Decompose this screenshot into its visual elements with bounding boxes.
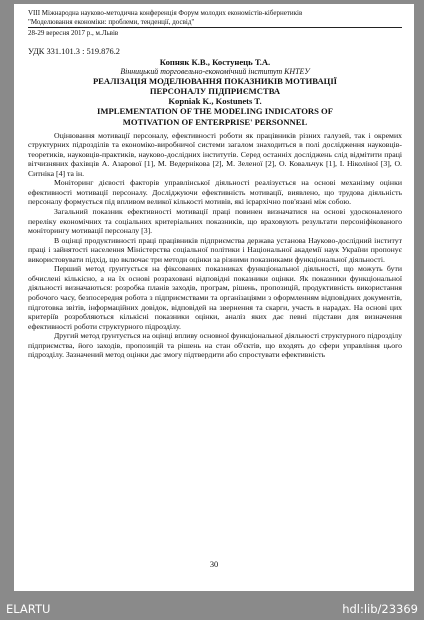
conference-header-line-1: VIII Міжнародна науково-методична конференція Форум молодих економістів-кібернетиків	[28, 9, 303, 17]
article-body	[28, 131, 402, 360]
title-ua-line-2: ПЕРСОНАЛУ ПІДПРИЄМСТВА	[149, 86, 281, 97]
paragraph-2: Моніторинг дієвості факторів управлінської діяльності реалізується на основі механізму оцінки ефективності мотивації персоналу. Досліджуючи ефективність мотивації, виявлено, що трудова діяльність персоналу формується під впливом великої кількості мотивів, які ієрархічно пов'язані між собою.	[28, 178, 402, 207]
page-number: 30	[209, 560, 219, 569]
viewer-footer	[0, 600, 424, 620]
handle-label: hdl:lib/23369	[342, 602, 418, 616]
authors-en: Kopniak K., Kostunets T.	[168, 96, 262, 107]
header-divider	[28, 27, 402, 28]
paragraph-6: Другий метод ґрунтується на оцінці впливу основної функціональної діяльності структурного підрозділу підприємства, його заходів, пропозицій та рішень на стан об'єктів, що входять до сфери управління цього підрозділу. Зазначений метод оцінки дає змогу підтвердити або спростувати ефективність	[28, 331, 402, 360]
conference-header-line-2: "Моделювання економіки: проблеми, тенденції, досвід"	[28, 17, 195, 26]
title-en-line-1: IMPLEMENTATION OF THE MODELING INDICATORS OF	[97, 106, 333, 117]
repository-label: ELARTU	[6, 602, 51, 616]
institution: Вінницький торговельно-економічний інститут КНТЕУ	[120, 66, 310, 76]
title-en-line-2: MOTIVATION OF ENTERPRISE' PERSONNEL	[122, 116, 308, 127]
paragraph-4: В оцінці продуктивності праці працівників підприємства держава установа Науково-дослідний інститут праці і зайнятості населення Міністерства соціальної політики і Національної академії наук України пропонує використовувати підхід, що включає три методи оцінки за різними показниками функціональної діяльності.	[28, 235, 402, 264]
conference-date: 28-29 вересня 2017 р., м.Львів	[28, 29, 119, 38]
paragraph-3: Загальний показник ефективності мотивації праці повинен визначатися на основі удосконаленого переліку економічних та соціальних критеріальних показників, що враховують результати персоніфікованого моніторингу мотивації персоналу [3].	[28, 207, 402, 236]
title-ua-line-1: РЕАЛІЗАЦІЯ МОДЕЛЮВАННЯ ПОКАЗНИКІВ МОТИВАЦІЇ	[92, 76, 338, 87]
paragraph-1: Оцінювання мотивації персоналу, ефективності роботи як працівників різних галузей, так і окремих структурних підрозділів та економіко-виробничої системи загалом знаходиться в полі дослідження науковців-теоретиків, науковців-практиків, науково-дослідних інститутів. Серед останніх досліджень слід відмітити праці вітчизняних фахівців А. Азарової [1], М. Ведернікова [2], М. Зеленої [2], О. Ковальчук [1], І. Ніколіної [3], О. Ситніка [4] та ін.	[28, 130, 402, 178]
authors-ua: Копняк К.В., Костунець Т.А.	[159, 56, 271, 67]
document-page	[14, 4, 414, 591]
udc-code: УДК 331.101.3 : 519.876.2	[28, 46, 120, 56]
paragraph-5: Перший метод ґрунтується на фіксованих показниках функціональної діяльності, що можуть бути обчислені кількісно, а на їх основі розраховані відповідні показники оцінки. Як показники функціональної діяльності визначаються: розробка планів заходів, програм, рішень, пропозицій, продуктивність використання робочого часу, безпосередня робота з підприємствами та організаціями з оформленням відповідних документів, підготовка звітів, інформаційних довідок, відповідей на звернення та скарги, участь в нарадах. На основі цих критеріїв розробляються кількісні показники оцінки, аналіз яких дає певні підстави для визначення ефективності роботи структурного підрозділу.	[28, 264, 402, 331]
